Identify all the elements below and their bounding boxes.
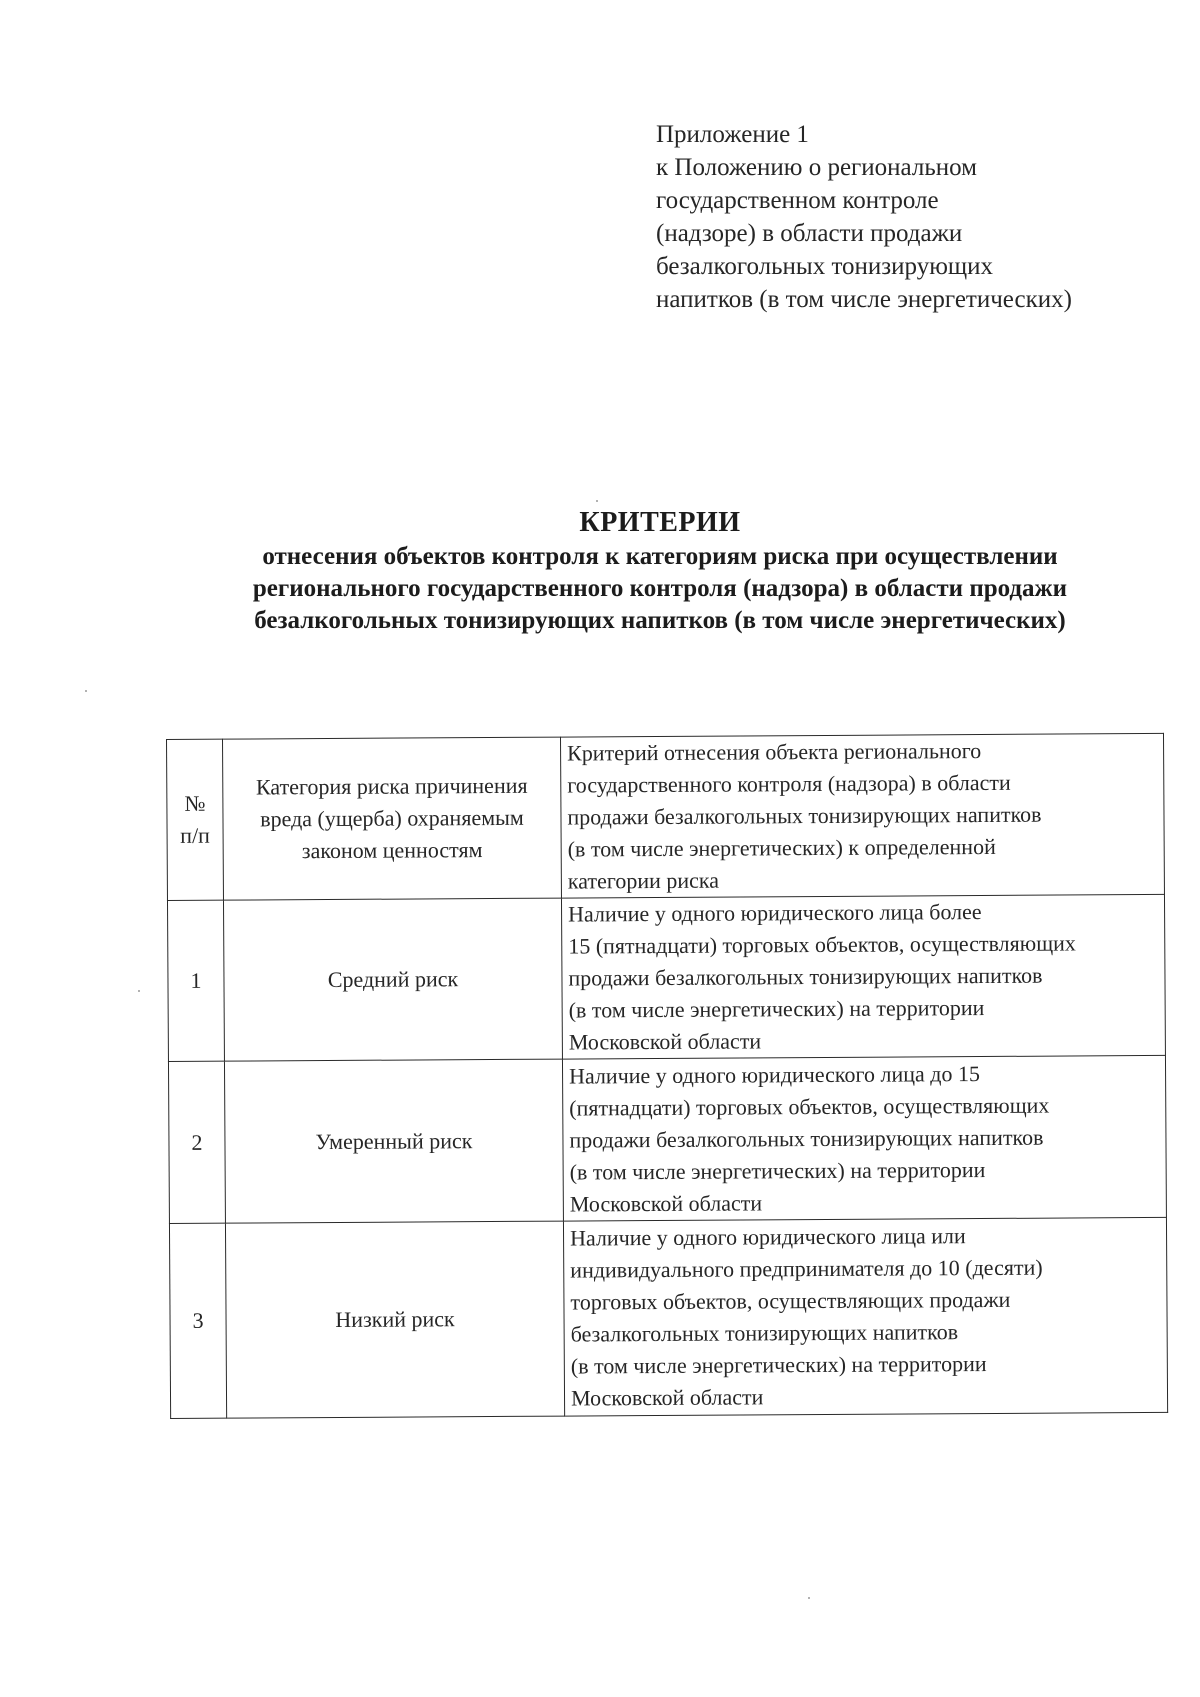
row-criterion-cell [562, 1055, 1166, 1221]
row-criterion-cell [563, 1217, 1167, 1416]
header-criterion-line: государственного контроля (надзора) в области [567, 769, 1011, 798]
row-num-cell: 2 [168, 1061, 225, 1223]
appendix-line: безалкогольных тонизирующих [656, 253, 994, 280]
document-title [150, 505, 1170, 637]
header-criterion-line: Критерий отнесения объекта регионального [567, 738, 982, 766]
scan-speck [85, 690, 87, 692]
header-category-cell [223, 737, 562, 900]
criterion-line: (в том числе энергетических) на территории [570, 1350, 987, 1379]
appendix-line: напитков (в том числе энергетических) [656, 286, 1072, 313]
row-category-cell: Низкий риск [225, 1221, 564, 1418]
header-category-line: законом ценностям [301, 837, 483, 864]
header-criterion-line: продажи безалкогольных тонизирующих напитков [567, 801, 1042, 830]
criterion-line: (в том числе энергетических) на территории [568, 995, 985, 1023]
row-num-cell: 1 [167, 900, 224, 1061]
title-subline: безалкогольных тонизирующих напитков (в том числе энергетических) [254, 607, 1066, 634]
criterion-line: (пятнадцати) торговых объектов, осуществляющих [569, 1092, 1050, 1121]
appendix-line: государственном контроле [656, 187, 939, 214]
scan-speck [138, 990, 140, 992]
row-category-cell: Умеренный риск [224, 1059, 563, 1223]
header-criterion-line: (в том числе энергетических) к определенной [567, 833, 996, 862]
table-header-row [167, 733, 1165, 900]
risk-criteria-table [166, 733, 1168, 1419]
criterion-line: Московской области [570, 1384, 764, 1411]
appendix-line: (надзоре) в области продажи [656, 220, 963, 247]
header-criterion-cell [560, 733, 1164, 898]
criterion-line: продажи безалкогольных тонизирующих напитков [569, 1124, 1044, 1153]
criterion-line: Московской области [569, 1189, 763, 1217]
table-row [167, 894, 1165, 1061]
criterion-line: продажи безалкогольных тонизирующих напитков [568, 962, 1043, 991]
title-heading: КРИТЕРИИ [579, 507, 741, 538]
scan-speck [596, 500, 598, 502]
row-criterion-cell [561, 894, 1165, 1059]
header-category-line: Категория риска причинения [255, 772, 528, 800]
criterion-line: 15 (пятнадцати) торговых объектов, осуществляющих [568, 930, 1076, 959]
criterion-line: торговых объектов, осуществляющих продажи [570, 1286, 1011, 1315]
title-subline: регионального государственного контроля (надзора) в области продажи [252, 575, 1068, 602]
row-category-cell: Средний риск [223, 898, 562, 1061]
header-num-line: п/п [180, 822, 210, 848]
appendix-line: Приложение 1 [656, 121, 809, 148]
criterion-line: Наличие у одного юридического лица до 15 [568, 1060, 980, 1089]
header-num-cell [167, 739, 224, 900]
title-subline: отнесения объектов контроля к категориям риска при осуществлении [262, 543, 1058, 570]
table-row [169, 1217, 1167, 1418]
header-category-line: вреда (ущерба) охраняемым [260, 804, 524, 832]
header-num-line: № [184, 790, 206, 816]
criterion-line: (в том числе энергетических) на территории [569, 1156, 986, 1185]
header-criterion-line: категории риска [567, 867, 720, 894]
criterion-line: безалкогольных тонизирующих напитков [570, 1319, 959, 1347]
appendix-note [656, 118, 1176, 316]
row-num-cell: 3 [169, 1223, 226, 1418]
criterion-line: индивидуального предпринимателя до 10 (десяти) [570, 1254, 1043, 1283]
table-row [168, 1055, 1166, 1223]
criterion-line: Наличие у одного юридического лица или [569, 1223, 966, 1251]
criterion-line: Наличие у одного юридического лица более [568, 899, 982, 927]
scan-speck [808, 1597, 810, 1599]
criterion-line: Московской области [568, 1028, 762, 1055]
appendix-line: к Положению о региональном [656, 154, 977, 181]
